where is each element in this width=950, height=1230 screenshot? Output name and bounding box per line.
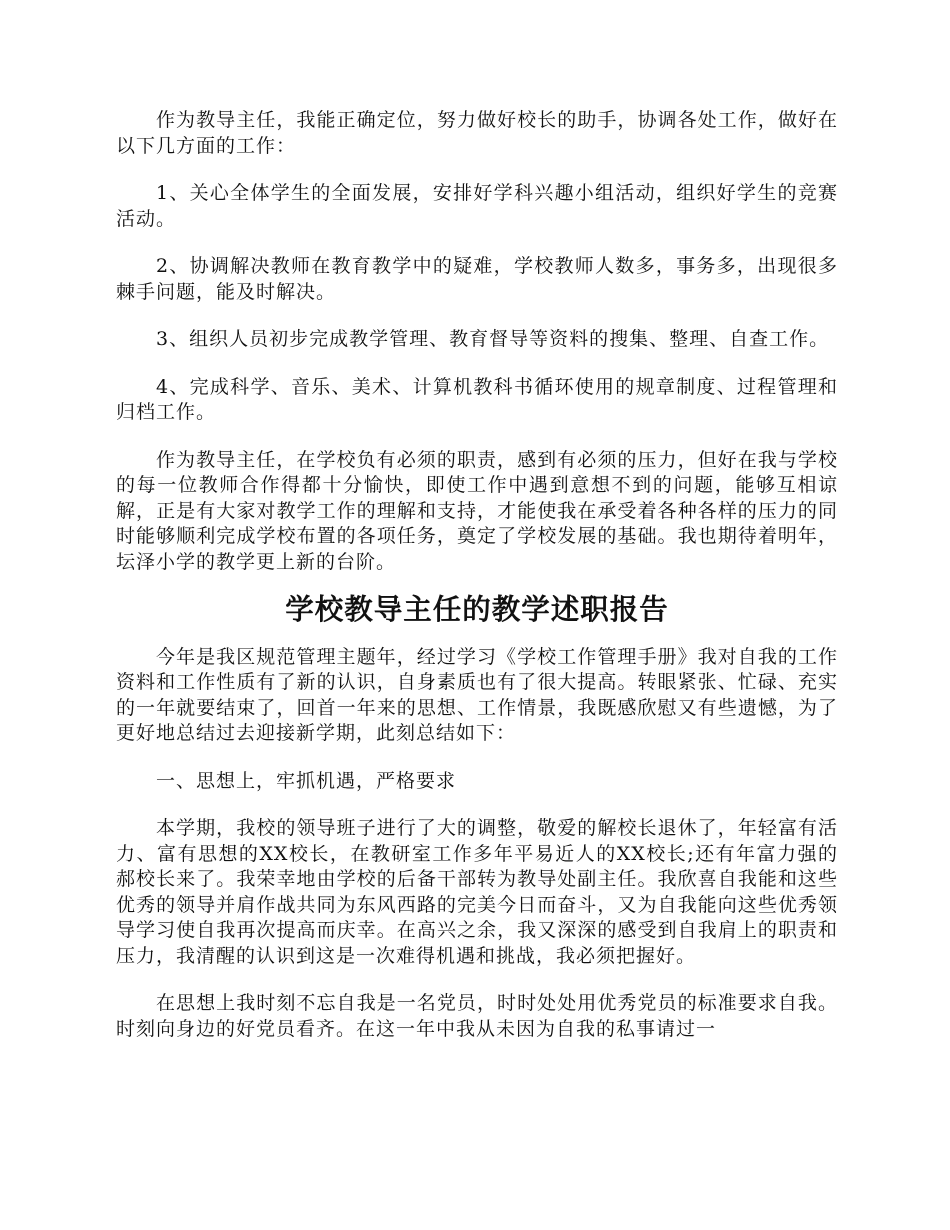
section-heading: 学校教导主任的教学述职报告 <box>285 592 669 626</box>
paragraph-section-title: 一、思想上，牢抓机遇，严格要求 <box>156 769 457 792</box>
paragraph-intro: 作为教导主任，我能正确定位，努力做好校长的助手，协调各处工作，做好在以下几方面的工作： <box>116 109 838 157</box>
paragraph-thought: 在思想上我时刻不忘自我是一名党员，时时处处用优秀党员的标准要求自我。时刻向身边的好党员看齐。在这一年中我从未因为自我的私事请过一 <box>116 992 838 1040</box>
paragraph-report-intro: 今年是我区规范管理主题年，经过学习《学校工作管理手册》我对自我的工作资料和工作性质有了新的认识，自身素质也有了很大提高。转眼紧张、忙碌、充实的一年就要结束了，回首一年来的思想、工作情景，我既感欣慰又有些遗憾，为了更好地总结过去迎接新学期，此刻总结如下： <box>116 645 838 744</box>
paragraph-conclusion: 作为教导主任，在学校负有必须的职责，感到有必须的压力，但好在我与学校的每一位教师合作得都十分愉快，即使工作中遇到意想不到的问题，能够互相谅解，正是有大家对教学工作的理解和支持，才能使我在承受着各种各样的压力的同时能够顺利完成学校布置的各项任务，奠定了学校发展的基础。我也期待着明年，坛泽小学的教学更上新的台阶。 <box>116 448 838 573</box>
paragraph-item-3: 3、组织人员初步完成教学管理、教育督导等资料的搜集、整理、自查工作。 <box>156 328 830 350</box>
paragraph-item-1: 1、关心全体学生的全面发展，安排好学科兴趣小组活动，组织好学生的竞赛活动。 <box>116 182 838 230</box>
paragraph-semester: 本学期，我校的领导班子进行了大的调整，敬爱的解校长退休了，年轻富有活力、富有思想的XX校长，在教研室工作多年平易近人的XX校长;还有年富力强的郝校长来了。我荣幸地由学校的后备干部转为教导处副主任。我欣喜自我能和这些优秀的领导并肩作战共同为东风西路的完美今日而奋斗，又为自我能向这些优秀领导学习使自我再次提高而庆幸。在高兴之余，我又深深的感受到自我肩上的职责和压力，我清醒的认识到这是一次难得机遇和挑战，我必须把握好。 <box>116 817 838 967</box>
paragraph-item-4: 4、完成科学、音乐、美术、计算机教科书循环使用的规章制度、过程管理和归档工作。 <box>116 375 838 423</box>
document-body <box>116 108 838 1064</box>
paragraph-item-2: 2、协调解决教师在教育教学中的疑难，学校教师人数多，事务多，出现很多棘手问题，能及时解决。 <box>116 255 838 303</box>
